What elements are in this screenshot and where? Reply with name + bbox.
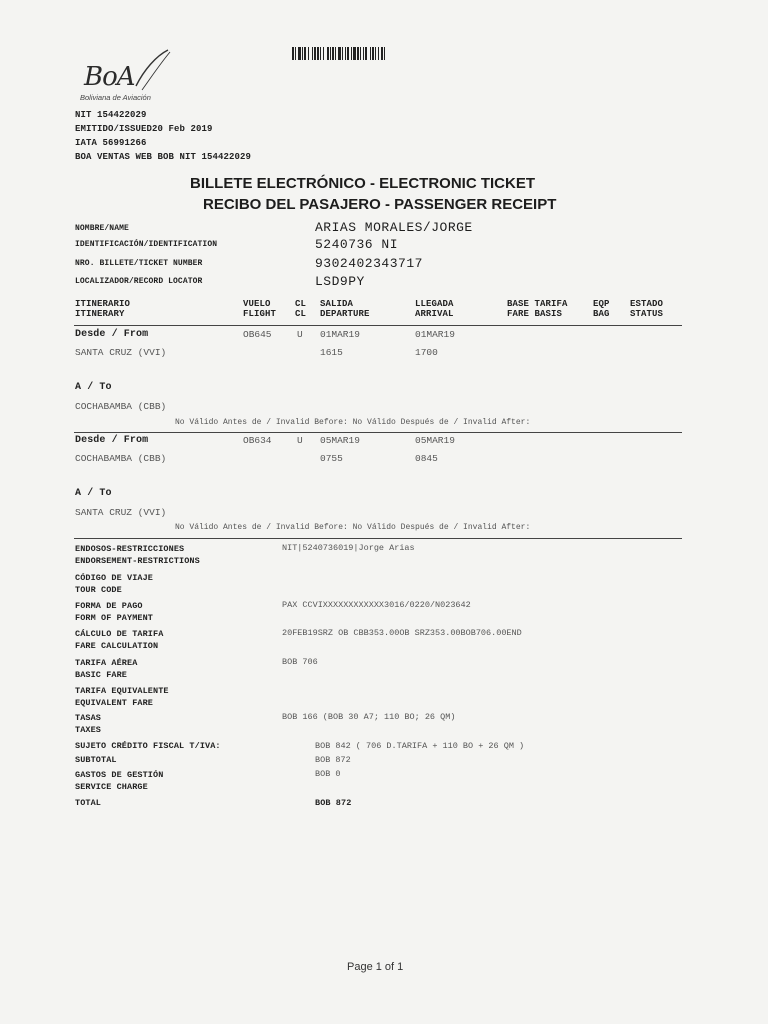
col-departure: SALIDA DEPARTURE xyxy=(320,299,370,319)
from-label: Desde / From xyxy=(75,329,149,340)
booking-class: U xyxy=(297,329,303,340)
divider xyxy=(74,325,682,326)
arrival-time: 1700 xyxy=(415,347,438,358)
col-bag: EQP BAG xyxy=(593,299,610,319)
identification-label: IDENTIFICACIÓN/IDENTIFICATION xyxy=(75,240,218,249)
total-label: TOTAL xyxy=(75,798,102,808)
logo-text: BoA xyxy=(84,62,135,92)
taxes-value: BOB 166 (BOB 30 A7; 110 BO; 26 QM) xyxy=(282,712,456,722)
arrival-time: 0845 xyxy=(415,453,438,464)
validity-note: No Válido Antes de / Invalid Before: No Válido Después de / Invalid After: xyxy=(175,523,531,532)
to-label: A / To xyxy=(75,488,112,499)
departure-date: 01MAR19 xyxy=(320,329,360,340)
tour-code-label: CÓDIGO DE VIAJE TOUR CODE xyxy=(75,573,154,595)
payment-label: FORMA DE PAGO FORM OF PAYMENT xyxy=(75,601,154,623)
validity-note: No Válido Antes de / Invalid Before: No Válido Después de / Invalid After: xyxy=(175,418,531,427)
barcode xyxy=(292,47,466,60)
from-label: Desde / From xyxy=(75,435,149,446)
service-charge-value: BOB 0 xyxy=(315,769,341,779)
passenger-name: ARIAS MORALES/JORGE xyxy=(315,220,473,235)
document-subtitle: RECIBO DEL PASAJERO - PASSENGER RECEIPT xyxy=(203,196,557,213)
arrival-date: 05MAR19 xyxy=(415,435,455,446)
taxes-label: TASAS TAXES xyxy=(75,713,102,735)
origin-city: COCHABAMBA (CBB) xyxy=(75,453,167,464)
logo-subtitle: Boliviana de Aviación xyxy=(80,93,151,102)
payment-value: PAX CCVIXXXXXXXXXXXX3016/0220/N023642 xyxy=(282,600,471,610)
col-flight: VUELO FLIGHT xyxy=(243,299,277,319)
endorsement-label: ENDOSOS-RESTRICCIONES ENDORSEMENT-RESTRICTIONS xyxy=(75,544,200,566)
departure-time: 1615 xyxy=(320,347,343,358)
fare-calculation-value: 20FEB19SRZ OB CBB353.00OB SRZ353.00BOB706.00END xyxy=(282,628,522,638)
subtotal-value: BOB 872 xyxy=(315,755,351,765)
fiscal-credit-label: SUJETO CRÉDITO FISCAL T/IVA: xyxy=(75,741,221,751)
col-class: CL CL xyxy=(295,299,307,319)
booking-class: U xyxy=(297,435,303,446)
divider xyxy=(74,432,682,433)
sales-agent: BOA VENTAS WEB BOB NIT 154422029 xyxy=(75,152,252,162)
col-status: ESTADO STATUS xyxy=(630,299,664,319)
ticket-number-label: NRO. BILLETE/TICKET NUMBER xyxy=(75,259,203,268)
flight-number: OB634 xyxy=(243,435,272,446)
ticket-number: 9302402343717 xyxy=(315,256,423,271)
fare-calculation-label: CÁLCULO DE TARIFA FARE CALCULATION xyxy=(75,629,164,651)
record-locator-label: LOCALIZADOR/RECORD LOCATOR xyxy=(75,277,203,286)
record-locator: LSD9PY xyxy=(315,274,365,289)
basic-fare-label: TARIFA AÉREA BASIC FARE xyxy=(75,658,138,680)
endorsement-value: NIT|5240736019|Jorge Arias xyxy=(282,543,415,553)
equivalent-fare-label: TARIFA EQUIVALENTE EQUIVALENT FARE xyxy=(75,686,169,708)
col-fare-basis: BASE TARIFA FARE BASIS xyxy=(507,299,568,319)
document-title: BILLETE ELECTRÓNICO - ELECTRONIC TICKET xyxy=(190,175,535,192)
total-value: BOB 872 xyxy=(315,798,352,808)
to-label: A / To xyxy=(75,382,112,393)
arrival-date: 01MAR19 xyxy=(415,329,455,340)
col-itinerary: ITINERARIO ITINERARY xyxy=(75,299,131,319)
destination-city: COCHABAMBA (CBB) xyxy=(75,401,167,412)
col-arrival: LLEGADA ARRIVAL xyxy=(415,299,454,319)
passenger-name-label: NOMBRE/NAME xyxy=(75,224,129,233)
issuer-nit: NIT 154422029 xyxy=(75,110,147,120)
service-charge-label: GASTOS DE GESTIÓN SERVICE CHARGE xyxy=(75,770,164,792)
page-number: Page 1 of 1 xyxy=(347,961,404,973)
departure-date: 05MAR19 xyxy=(320,435,360,446)
departure-time: 0755 xyxy=(320,453,343,464)
identification-value: 5240736 NI xyxy=(315,237,399,252)
destination-city: SANTA CRUZ (VVI) xyxy=(75,507,167,518)
iata-code: IATA 56991266 xyxy=(75,138,147,148)
divider xyxy=(74,538,682,539)
basic-fare-value: BOB 706 xyxy=(282,657,318,667)
subtotal-label: SUBTOTAL xyxy=(75,755,117,765)
origin-city: SANTA CRUZ (VVI) xyxy=(75,347,167,358)
flight-number: OB645 xyxy=(243,329,272,340)
issue-date: EMITIDO/ISSUED20 Feb 2019 xyxy=(75,124,213,134)
fiscal-credit-value: BOB 842 ( 706 D.TARIFA + 110 BO + 26 QM ) xyxy=(315,741,525,751)
